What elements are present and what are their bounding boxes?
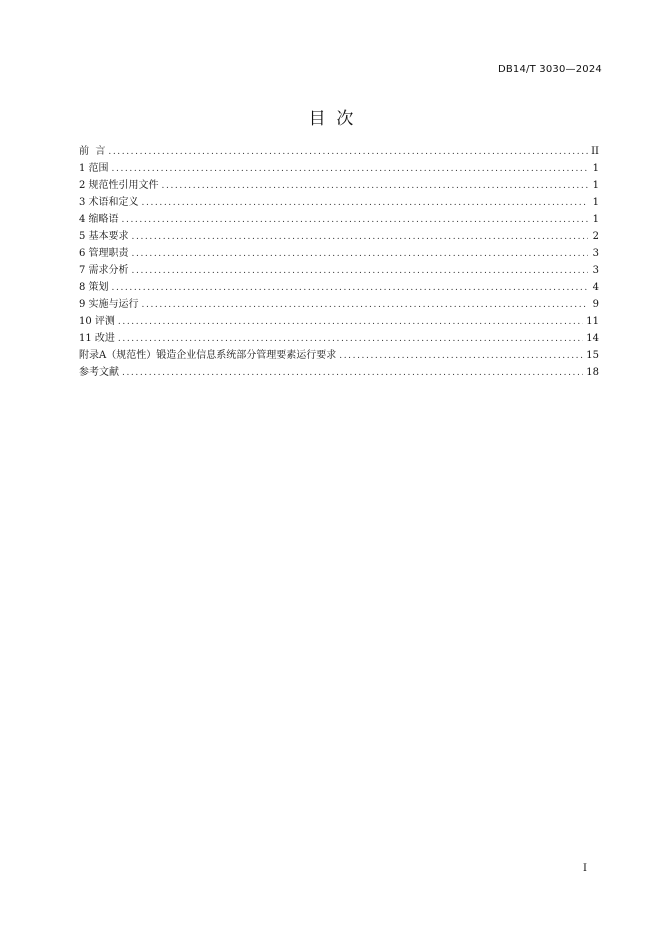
toc-dot-leader bbox=[108, 144, 588, 161]
toc-entry-label: 1 范围 bbox=[79, 163, 109, 174]
toc-dot-leader bbox=[132, 246, 588, 263]
toc-entry-abbreviations[interactable] bbox=[79, 211, 599, 228]
toc-entry-label: 6 管理职责 bbox=[79, 248, 129, 259]
toc-entry-implementation-operation[interactable] bbox=[79, 296, 599, 313]
toc-entry-page: 1 bbox=[592, 180, 599, 191]
toc-entry-appendix-a[interactable] bbox=[79, 347, 599, 364]
toc-entry-label: 8 策划 bbox=[79, 282, 109, 293]
toc-dot-leader bbox=[142, 195, 588, 212]
toc-entry-label: 3 术语和定义 bbox=[79, 197, 139, 208]
toc-entry-label: 2 规范性引用文件 bbox=[79, 180, 159, 191]
toc-dot-leader bbox=[142, 297, 588, 314]
toc-dot-leader bbox=[112, 280, 588, 297]
toc-entry-page: 4 bbox=[592, 282, 599, 293]
toc-dot-leader bbox=[339, 348, 583, 365]
toc-entry-planning[interactable] bbox=[79, 279, 599, 296]
toc-entry-page: 1 bbox=[592, 214, 599, 225]
toc-dot-leader bbox=[132, 229, 588, 246]
toc-entry-page: 9 bbox=[592, 299, 599, 310]
page-number: I bbox=[583, 863, 587, 874]
toc-entry-page: II bbox=[591, 146, 599, 157]
toc-title: 目 次 bbox=[308, 109, 354, 129]
toc-entry-improvement[interactable] bbox=[79, 330, 599, 347]
toc-entry-terms-definitions[interactable] bbox=[79, 194, 599, 211]
toc-entry-label: 10 评测 bbox=[79, 316, 115, 327]
toc-entry-page: 1 bbox=[592, 163, 599, 174]
toc-entry-management-duties[interactable] bbox=[79, 245, 599, 262]
toc-entry-scope[interactable] bbox=[79, 160, 599, 177]
toc-entry-label: 附录A（规范性）锻造企业信息系统部分管理要素运行要求 bbox=[79, 350, 337, 361]
toc-dot-leader bbox=[112, 161, 588, 178]
toc-entry-requirements-analysis[interactable] bbox=[79, 262, 599, 279]
toc-entry-foreword[interactable] bbox=[79, 143, 599, 160]
toc-dot-leader bbox=[122, 212, 588, 229]
toc-entry-page: 1 bbox=[592, 197, 599, 208]
toc-entry-label: 11 改进 bbox=[79, 333, 115, 344]
toc-entry-label: 7 需求分析 bbox=[79, 265, 129, 276]
toc-entry-page: 18 bbox=[586, 367, 599, 378]
toc-entry-basic-requirements[interactable] bbox=[79, 228, 599, 245]
toc-entry-page: 14 bbox=[586, 333, 599, 344]
toc-entry-label: 9 实施与运行 bbox=[79, 299, 139, 310]
toc-entry-normative-references[interactable] bbox=[79, 177, 599, 194]
toc-dot-leader bbox=[118, 314, 583, 331]
toc-entry-label: 5 基本要求 bbox=[79, 231, 129, 242]
toc-entry-bibliography[interactable] bbox=[79, 364, 599, 381]
toc-entry-page: 3 bbox=[592, 248, 599, 259]
toc-dot-leader bbox=[132, 263, 588, 280]
document-code: DB14/T 3030—2024 bbox=[497, 64, 602, 75]
toc-entry-label: 前 言 bbox=[79, 146, 106, 157]
toc-dot-leader bbox=[122, 365, 583, 382]
toc-entry-evaluation[interactable] bbox=[79, 313, 599, 330]
toc-entry-page: 2 bbox=[592, 231, 599, 242]
toc-entry-label: 4 缩略语 bbox=[79, 214, 119, 225]
toc-entry-page: 3 bbox=[592, 265, 599, 276]
toc-dot-leader bbox=[118, 331, 583, 348]
toc-entry-page: 15 bbox=[586, 350, 599, 361]
toc-entry-label: 参考文献 bbox=[79, 367, 119, 378]
table-of-contents bbox=[79, 143, 599, 381]
toc-dot-leader bbox=[162, 178, 588, 195]
toc-entry-page: 11 bbox=[586, 316, 599, 327]
